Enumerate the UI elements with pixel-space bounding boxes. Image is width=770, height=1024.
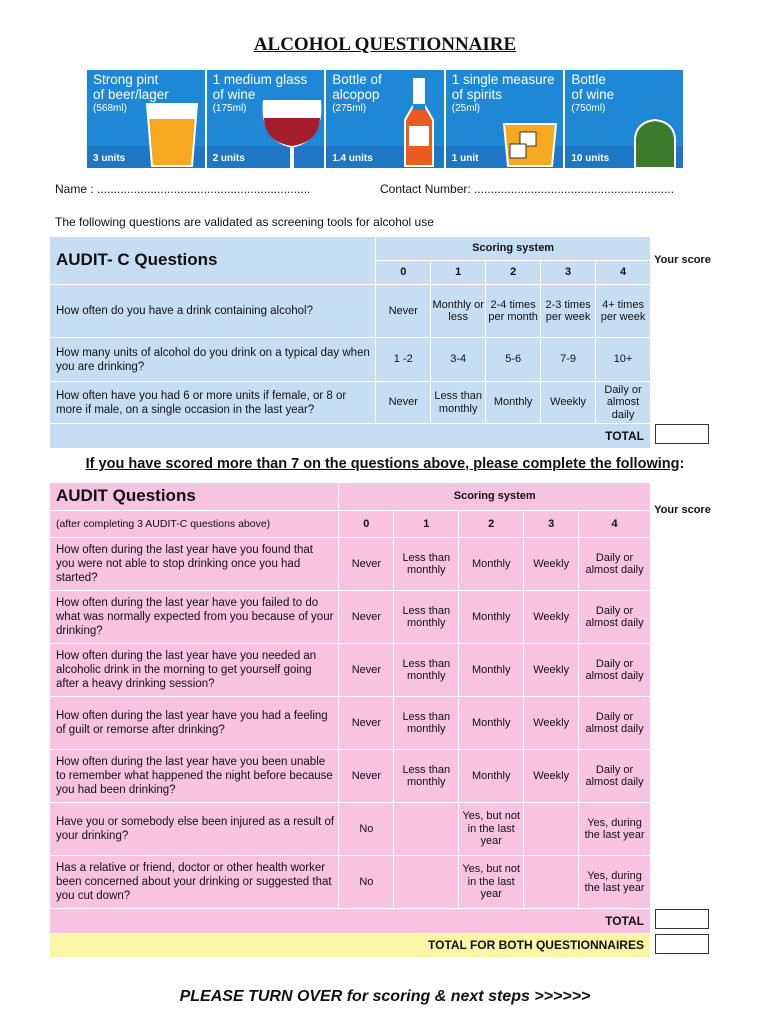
question-text: How often during the last year have you found that you were not able to stop drinking once you had started? (50, 538, 339, 591)
table-row (50, 382, 715, 424)
table-row (50, 856, 715, 909)
answer-option[interactable]: Daily or almost daily (579, 591, 651, 644)
answer-option[interactable]: No (339, 856, 394, 909)
banner-panel-beer (87, 70, 205, 168)
audit-heading: AUDIT Questions (50, 483, 339, 511)
score-cell[interactable] (650, 338, 714, 382)
auditc-table (49, 236, 715, 449)
pint-glass-icon (145, 102, 199, 168)
banner-volume: (275ml) (332, 103, 367, 114)
question-text: How often during the last year have you failed to do what was normally expected from you because of your drinking? (50, 591, 339, 644)
auditc-total-cell[interactable] (650, 424, 714, 449)
page-title: ALCOHOL QUESTIONNAIRE (253, 34, 517, 55)
banner-title (93, 72, 169, 102)
spirits-glass-icon (502, 122, 558, 168)
table-row (50, 591, 715, 644)
instruction-text (0, 456, 770, 472)
scoring-system-header: Scoring system (339, 483, 651, 511)
score-cell[interactable] (650, 382, 714, 424)
banner-line1: Bottle of (332, 72, 382, 87)
question-text: How often do you have a drink containing alcohol? (50, 285, 376, 338)
score-cell[interactable] (650, 750, 714, 803)
banner-line2: of beer/lager (93, 87, 169, 102)
table-row (50, 803, 715, 856)
answer-option[interactable]: Never (339, 644, 394, 697)
banner-line2: of wine (571, 87, 615, 102)
answer-option[interactable]: 2-3 times per week (541, 285, 596, 338)
answer-option[interactable]: Never (376, 285, 431, 338)
answer-option[interactable]: 5-6 (486, 338, 541, 382)
table-row (50, 750, 715, 803)
answer-option[interactable]: Weekly (524, 750, 579, 803)
banner-title (452, 72, 555, 102)
banner-panel-spirits (446, 70, 564, 168)
answer-option[interactable]: Monthly or less (431, 285, 486, 338)
banner-line1: 1 single measure (451, 72, 555, 87)
banner-volume: (568ml) (93, 103, 127, 114)
audit-subheading: (after completing 3 AUDIT-C questions above) (50, 511, 339, 538)
your-score-header: Your score (650, 483, 714, 538)
total-score-box[interactable] (655, 909, 709, 929)
score-col-2: 2 (486, 261, 541, 285)
answer-option-empty (524, 856, 579, 909)
answer-option[interactable]: Monthly (459, 591, 524, 644)
grand-total-label: TOTAL FOR BOTH QUESTIONNAIRES (50, 933, 651, 958)
name-field[interactable]: Name : ................................................................ (55, 182, 311, 196)
answer-option-empty (524, 803, 579, 856)
banner-units: 1.4 units (332, 153, 373, 164)
instruction-main: If you have scored more than 7 on the questions above, please complete the following (85, 456, 680, 472)
answer-option[interactable]: 1 -2 (376, 338, 431, 382)
answer-option[interactable]: Weekly (541, 382, 596, 424)
answer-option[interactable]: Never (339, 697, 394, 750)
question-text: Have you or somebody else been injured as a result of your drinking? (50, 803, 339, 856)
banner-line1: Strong pint (93, 72, 159, 87)
answer-option-empty (394, 803, 459, 856)
banner-units: 10 units (571, 153, 610, 164)
question-text: How often during the last year have you been unable to remember what happened the night before because you had been drinking? (50, 750, 339, 803)
answer-option[interactable]: Monthly (459, 644, 524, 697)
answer-option[interactable]: Daily or almost daily (596, 382, 651, 424)
score-col-1: 1 (394, 511, 459, 538)
answer-option[interactable]: Monthly (459, 750, 524, 803)
score-col-0: 0 (376, 261, 431, 285)
score-col-2: 2 (459, 511, 524, 538)
table-row (50, 285, 715, 338)
banner-title (571, 72, 614, 102)
your-score-header: Your score (650, 237, 714, 285)
table-row (50, 644, 715, 697)
score-cell[interactable] (650, 285, 714, 338)
table-row (50, 697, 715, 750)
banner-volume: (175ml) (212, 103, 247, 114)
banner-units: 3 units (93, 153, 126, 164)
answer-option[interactable]: Less than monthly (431, 382, 486, 424)
grand-total-score-box[interactable] (655, 934, 709, 954)
answer-option[interactable]: Never (339, 591, 394, 644)
answer-option[interactable]: Less than monthly (394, 538, 459, 591)
score-col-3: 3 (541, 261, 596, 285)
score-col-3: 3 (524, 511, 579, 538)
alcopop-bottle-icon (402, 76, 436, 168)
answer-option[interactable]: Daily or almost daily (579, 697, 651, 750)
score-col-4: 4 (596, 261, 651, 285)
banner-line1: 1 medium glass (212, 72, 308, 87)
score-col-4: 4 (579, 511, 651, 538)
audit-total-cell[interactable] (650, 909, 714, 934)
table-row (50, 538, 715, 591)
answer-option[interactable]: Weekly (524, 591, 579, 644)
score-cell[interactable] (650, 538, 714, 591)
answer-option[interactable]: Less than monthly (394, 644, 459, 697)
score-cell[interactable] (650, 644, 714, 697)
contact-number-field[interactable]: Contact Number: ............................................................ (380, 182, 675, 196)
answer-option[interactable]: Daily or almost daily (579, 750, 651, 803)
question-text: How many units of alcohol do you drink on a typical day when you are drinking? (50, 338, 376, 382)
answer-option[interactable]: Yes, but not in the last year (459, 856, 524, 909)
wine-bottle-icon (631, 114, 679, 168)
score-cell[interactable] (650, 697, 714, 750)
instruction-colon: : (679, 456, 685, 472)
wine-glass-icon (257, 96, 325, 168)
grand-total-cell[interactable] (650, 933, 714, 958)
answer-option-empty (394, 856, 459, 909)
answer-option[interactable]: Yes, during the last year (579, 856, 651, 909)
answer-option[interactable]: Daily or almost daily (579, 538, 651, 591)
answer-option[interactable]: Never (339, 538, 394, 591)
answer-option[interactable]: Never (339, 750, 394, 803)
banner-panel-alcopop (326, 70, 444, 168)
table-row (50, 338, 715, 382)
answer-option[interactable]: Yes, during the last year (579, 803, 651, 856)
answer-option[interactable]: 4+ times per week (596, 285, 651, 338)
answer-option[interactable]: 7-9 (541, 338, 596, 382)
answer-option[interactable]: Monthly (459, 697, 524, 750)
banner-line2: of wine (212, 87, 256, 102)
footer-text: PLEASE TURN OVER for scoring & next steps >>>>>> (179, 988, 591, 1005)
total-score-box[interactable] (655, 424, 709, 444)
banner-title (332, 72, 382, 102)
banner-volume: (25ml) (451, 103, 481, 114)
answer-option[interactable]: Less than monthly (394, 591, 459, 644)
banner-line2: alcopop (332, 87, 380, 102)
auditc-heading: AUDIT- C Questions (50, 237, 376, 285)
score-cell[interactable] (650, 803, 714, 856)
question-text: How often during the last year have you needed an alcoholic drink in the morning to get yourself going after a heavy drinking session? (50, 644, 339, 697)
intro-text: The following questions are validated as screening tools for alcohol use (55, 215, 434, 229)
banner-panel-wine-glass (207, 70, 325, 168)
answer-option[interactable]: Monthly (459, 538, 524, 591)
banner-line1: Bottle (571, 72, 606, 87)
audit-table (49, 482, 715, 958)
answer-option[interactable]: Yes, but not in the last year (459, 803, 524, 856)
answer-option[interactable]: 10+ (596, 338, 651, 382)
answer-option[interactable]: Daily or almost daily (579, 644, 651, 697)
answer-option[interactable]: Less than monthly (394, 750, 459, 803)
audit-total-label: TOTAL (50, 909, 651, 934)
banner-units: 2 units (212, 153, 245, 164)
score-cell[interactable] (650, 591, 714, 644)
scoring-system-header: Scoring system (376, 237, 651, 261)
answer-option[interactable]: Weekly (524, 697, 579, 750)
score-col-0: 0 (339, 511, 394, 538)
question-text: How often have you had 6 or more units if female, or 8 or more if male, on a single occasion in the last year? (50, 382, 376, 424)
score-col-1: 1 (431, 261, 486, 285)
question-text: How often during the last year have you had a feeling of guilt or remorse after drinking? (50, 697, 339, 750)
answer-option[interactable]: 3-4 (431, 338, 486, 382)
score-cell[interactable] (650, 856, 714, 909)
answer-option[interactable]: Weekly (524, 538, 579, 591)
answer-option[interactable]: Never (376, 382, 431, 424)
auditc-total-label: TOTAL (50, 424, 651, 449)
banner-panel-wine-bottle (565, 70, 683, 168)
question-text: Has a relative or friend, doctor or other health worker been concerned about your drinking or suggested that you cut down? (50, 856, 339, 909)
banner-line2: of spirits (451, 87, 503, 102)
answer-option[interactable]: No (339, 803, 394, 856)
banner-units: 1 unit (451, 153, 479, 164)
answer-option[interactable]: Monthly (486, 382, 541, 424)
answer-option[interactable]: Less than monthly (394, 697, 459, 750)
banner-volume: (750ml) (571, 103, 606, 114)
answer-option[interactable]: 2-4 times per month (486, 285, 541, 338)
answer-option[interactable]: Weekly (524, 644, 579, 697)
alcohol-units-banner (87, 70, 683, 168)
